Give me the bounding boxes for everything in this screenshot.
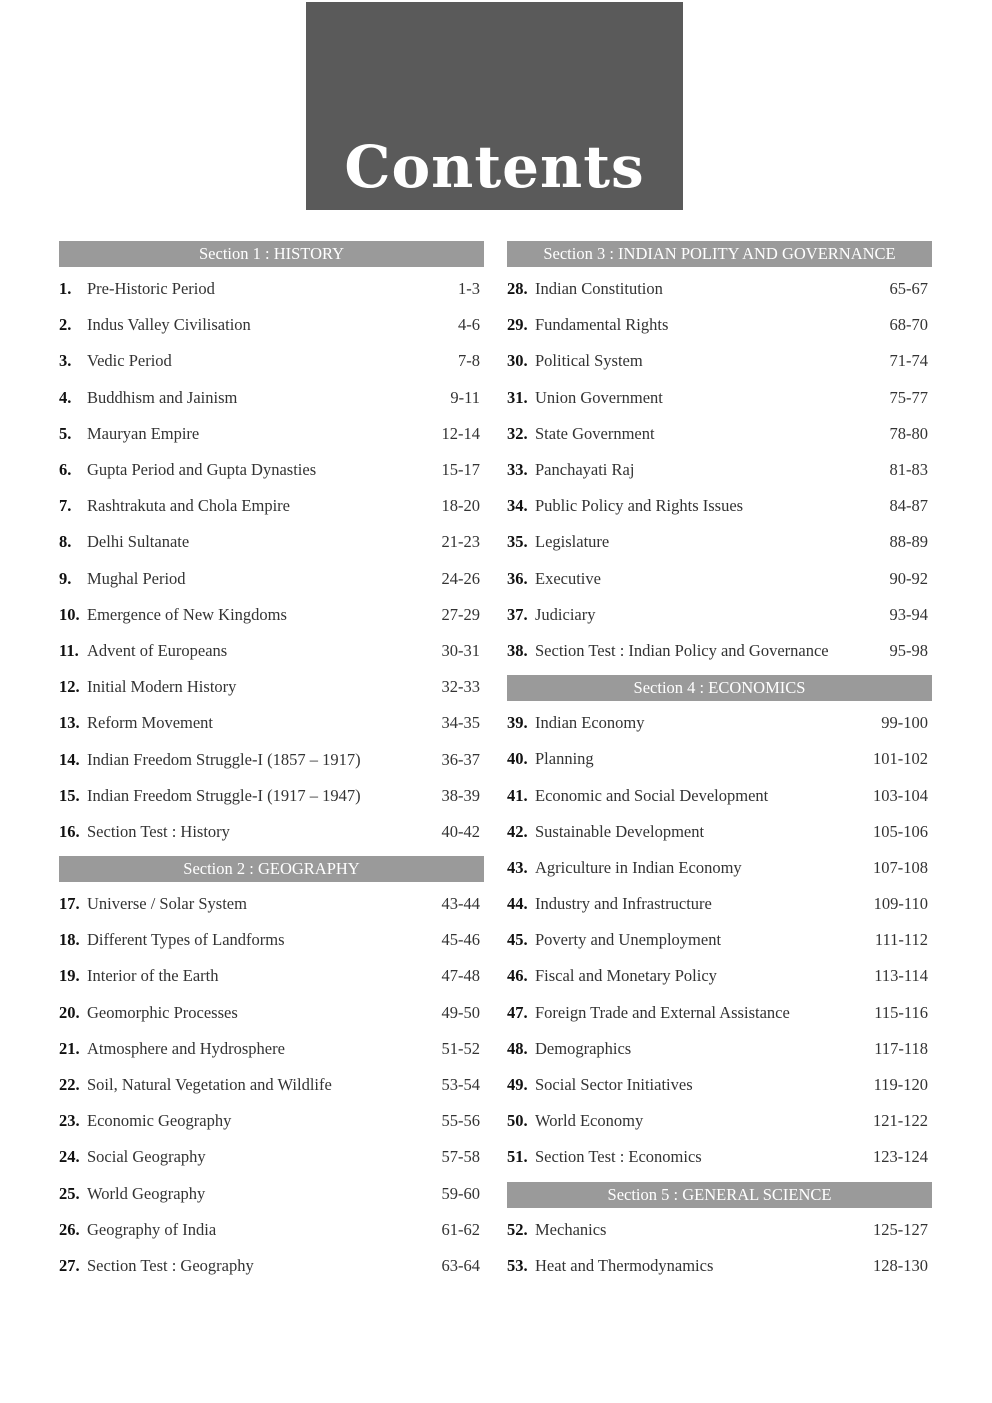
- section-header: Section 3 : INDIAN POLITY AND GOVERNANCE: [507, 241, 932, 267]
- entry-number: 51.: [507, 1147, 528, 1167]
- entry-pages: 15-17: [441, 460, 480, 480]
- entry-pages: 65-67: [889, 279, 928, 299]
- entry-number: 1.: [59, 279, 72, 299]
- toc-entry: [507, 777, 932, 813]
- entry-title: Geomorphic Processes: [87, 1002, 238, 1022]
- entry-title: Union Government: [535, 387, 663, 407]
- toc-entry: [507, 1031, 932, 1067]
- entry-pages: 55-56: [441, 1111, 480, 1131]
- toc-entry: [59, 271, 484, 307]
- entry-number: 10.: [59, 604, 80, 624]
- entry-title: State Government: [535, 423, 655, 443]
- entry-number: 28.: [507, 279, 528, 299]
- entry-title: Indian Economy: [535, 713, 645, 733]
- entry-number: 37.: [507, 604, 528, 624]
- entry-title: Indian Freedom Struggle-I (1857 – 1917): [87, 749, 361, 769]
- entry-title: Economic and Social Development: [535, 785, 769, 805]
- entry-pages: 49-50: [441, 1002, 480, 1022]
- entry-title: Demographics: [535, 1038, 632, 1058]
- entry-title: Political System: [535, 351, 643, 371]
- entry-pages: 45-46: [441, 930, 480, 950]
- entry-number: 50.: [507, 1111, 528, 1131]
- entry-number: 4.: [59, 387, 72, 407]
- entry-title: Interior of the Earth: [87, 966, 219, 986]
- toc-column-left: [59, 241, 484, 1284]
- entry-pages: 40-42: [441, 821, 480, 841]
- entry-pages: 59-60: [441, 1183, 480, 1203]
- entry-title: World Geography: [87, 1183, 206, 1203]
- entry-number: 34.: [507, 496, 528, 516]
- toc-entry: [507, 597, 932, 633]
- toc-entry: [507, 922, 932, 958]
- entry-pages: 78-80: [889, 423, 928, 443]
- entry-pages: 53-54: [441, 1075, 480, 1095]
- entry-number: 33.: [507, 460, 528, 480]
- entry-number: 31.: [507, 387, 528, 407]
- toc-entry: [507, 488, 932, 524]
- toc-entry: [59, 307, 484, 343]
- entry-pages: 57-58: [441, 1147, 480, 1167]
- entry-pages: 47-48: [441, 966, 480, 986]
- entry-pages: 93-94: [889, 604, 928, 624]
- entry-number: 42.: [507, 821, 528, 841]
- contents-title-banner: [306, 2, 683, 210]
- toc-entry: [59, 1031, 484, 1067]
- section-header: Section 4 : ECONOMICS: [507, 675, 932, 701]
- entry-title: Indian Freedom Struggle-I (1917 – 1947): [87, 785, 361, 805]
- toc-entry: [59, 416, 484, 452]
- entry-title: Gupta Period and Gupta Dynasties: [87, 460, 317, 480]
- entry-pages: 1-3: [458, 279, 480, 299]
- toc-entry: [507, 958, 932, 994]
- entry-title: Mechanics: [535, 1219, 607, 1239]
- entry-pages: 103-104: [873, 785, 928, 805]
- entry-title: Advent of Europeans: [87, 640, 228, 660]
- entry-title: Industry and Infrastructure: [535, 894, 712, 914]
- entry-number: 21.: [59, 1038, 80, 1058]
- toc-entry: [507, 1103, 932, 1139]
- toc-entry: [507, 705, 932, 741]
- toc-entry: [59, 380, 484, 416]
- entry-title: Executive: [535, 568, 601, 588]
- entry-number: 26.: [59, 1219, 80, 1239]
- toc-entry: [507, 1212, 932, 1248]
- entry-number: 35.: [507, 532, 528, 552]
- toc-entry: [59, 741, 484, 777]
- toc-entry: [59, 524, 484, 560]
- entry-number: 18.: [59, 930, 80, 950]
- entry-pages: 99-100: [881, 713, 928, 733]
- toc-entry: [59, 1212, 484, 1248]
- entry-pages: 109-110: [873, 894, 928, 914]
- entry-pages: 88-89: [889, 532, 928, 552]
- entry-number: 11.: [59, 640, 79, 660]
- entry-title: Different Types of Landforms: [87, 930, 285, 950]
- entry-number: 3.: [59, 351, 72, 371]
- entry-pages: 36-37: [441, 749, 480, 769]
- entry-title: Universe / Solar System: [87, 894, 247, 914]
- entry-pages: 51-52: [441, 1038, 480, 1058]
- toc-entry: [59, 669, 484, 705]
- entry-number: 36.: [507, 568, 528, 588]
- toc-entry: [507, 741, 932, 777]
- entry-pages: 113-114: [874, 966, 928, 986]
- entry-title: Planning: [535, 749, 594, 769]
- entry-pages: 81-83: [889, 460, 928, 480]
- entry-pages: 27-29: [441, 604, 480, 624]
- toc-entry: [507, 343, 932, 379]
- toc-entry: [59, 778, 484, 814]
- toc-entry: [507, 416, 932, 452]
- entry-number: 9.: [59, 568, 72, 588]
- entry-pages: 123-124: [873, 1147, 928, 1167]
- entry-title: World Economy: [535, 1111, 644, 1131]
- entry-title: Atmosphere and Hydrosphere: [87, 1038, 285, 1058]
- toc-entry: [59, 1176, 484, 1212]
- entry-pages: 75-77: [889, 387, 928, 407]
- toc-entry: [507, 524, 932, 560]
- entry-number: 12.: [59, 677, 80, 697]
- entry-pages: 95-98: [889, 640, 928, 660]
- entry-number: 38.: [507, 640, 528, 660]
- toc-entry: [507, 814, 932, 850]
- entry-pages: 21-23: [441, 532, 480, 552]
- entry-number: 2.: [59, 315, 72, 335]
- entry-number: 45.: [507, 930, 528, 950]
- entry-pages: 61-62: [441, 1219, 480, 1239]
- entry-number: 47.: [507, 1002, 528, 1022]
- toc-entry: [507, 633, 932, 669]
- entry-title: Buddhism and Jainism: [87, 387, 238, 407]
- entry-pages: 4-6: [458, 315, 480, 335]
- entry-number: 16.: [59, 821, 80, 841]
- entry-pages: 115-116: [874, 1002, 928, 1022]
- entry-number: 8.: [59, 532, 72, 552]
- toc-entry: [507, 380, 932, 416]
- entry-pages: 111-112: [874, 930, 928, 950]
- toc-entry: [507, 561, 932, 597]
- entry-title: Foreign Trade and External Assistance: [535, 1002, 790, 1022]
- toc-entry: [59, 1067, 484, 1103]
- entry-title: Mauryan Empire: [87, 423, 200, 443]
- toc-entry: [59, 922, 484, 958]
- entry-title: Panchayati Raj: [535, 460, 635, 480]
- entry-number: 17.: [59, 894, 80, 914]
- toc-entry: [507, 452, 932, 488]
- entry-number: 48.: [507, 1038, 528, 1058]
- entry-pages: 43-44: [441, 894, 480, 914]
- entry-pages: 12-14: [441, 423, 480, 443]
- entry-title: Section Test : History: [87, 821, 230, 841]
- entry-number: 13.: [59, 713, 80, 733]
- toc-entry: [507, 995, 932, 1031]
- page-title: Contents: [344, 133, 645, 201]
- entry-number: 7.: [59, 496, 72, 516]
- entry-title: Section Test : Indian Policy and Governance: [535, 640, 829, 660]
- entry-pages: 84-87: [889, 496, 928, 516]
- entry-number: 24.: [59, 1147, 80, 1167]
- toc-entry: [59, 1103, 484, 1139]
- toc-entry: [507, 850, 932, 886]
- entry-title: Heat and Thermodynamics: [535, 1255, 714, 1275]
- entry-title: Sustainable Development: [535, 821, 705, 841]
- entry-number: 49.: [507, 1075, 528, 1095]
- toc-entry: [59, 343, 484, 379]
- entry-pages: 125-127: [873, 1219, 928, 1239]
- entry-pages: 32-33: [441, 677, 480, 697]
- entry-number: 5.: [59, 423, 72, 443]
- entry-title: Geography of India: [87, 1219, 217, 1239]
- entry-number: 41.: [507, 785, 528, 805]
- entry-number: 52.: [507, 1219, 528, 1239]
- section-header: Section 1 : HISTORY: [59, 241, 484, 267]
- entry-title: Emergence of New Kingdoms: [87, 604, 287, 624]
- toc-entry: [507, 1067, 932, 1103]
- entry-pages: 117-118: [874, 1038, 928, 1058]
- entry-title: Indus Valley Civilisation: [87, 315, 251, 335]
- entry-number: 43.: [507, 857, 528, 877]
- toc-entry: [507, 307, 932, 343]
- entry-pages: 7-8: [458, 351, 480, 371]
- toc-entry: [59, 488, 484, 524]
- entry-number: 25.: [59, 1183, 80, 1203]
- entry-title: Section Test : Economics: [535, 1147, 702, 1167]
- entry-pages: 34-35: [441, 713, 480, 733]
- entry-number: 22.: [59, 1075, 80, 1095]
- entry-pages: 121-122: [873, 1111, 928, 1131]
- entry-pages: 9-11: [450, 387, 480, 407]
- entry-title: Legislature: [535, 532, 610, 552]
- toc-entry: [59, 995, 484, 1031]
- entry-number: 20.: [59, 1002, 80, 1022]
- entry-title: Rashtrakuta and Chola Empire: [87, 496, 290, 516]
- toc-entry: [59, 958, 484, 994]
- entry-title: Social Sector Initiatives: [535, 1075, 693, 1095]
- entry-number: 39.: [507, 713, 528, 733]
- entry-title: Soil, Natural Vegetation and Wildlife: [87, 1075, 332, 1095]
- entry-pages: 24-26: [441, 568, 480, 588]
- entry-pages: 128-130: [873, 1255, 928, 1275]
- entry-number: 6.: [59, 460, 72, 480]
- entry-pages: 105-106: [873, 821, 928, 841]
- toc-entry: [59, 705, 484, 741]
- entry-pages: 68-70: [889, 315, 928, 335]
- toc-entry: [507, 1139, 932, 1175]
- toc-entry: [59, 1248, 484, 1284]
- toc-entry: [59, 561, 484, 597]
- entry-pages: 30-31: [441, 640, 480, 660]
- entry-number: 44.: [507, 894, 528, 914]
- entry-title: Agriculture in Indian Economy: [535, 857, 742, 877]
- entry-pages: 18-20: [441, 496, 480, 516]
- entry-title: Public Policy and Rights Issues: [535, 496, 744, 516]
- entry-number: 53.: [507, 1255, 528, 1275]
- section-header: Section 5 : GENERAL SCIENCE: [507, 1182, 932, 1208]
- toc-entry: [59, 886, 484, 922]
- entry-title: Fundamental Rights: [535, 315, 669, 335]
- toc-entry: [59, 1139, 484, 1175]
- entry-title: Reform Movement: [87, 713, 214, 733]
- entry-title: Economic Geography: [87, 1111, 232, 1131]
- entry-title: Vedic Period: [87, 351, 172, 371]
- toc-entry: [59, 452, 484, 488]
- entry-pages: 71-74: [889, 351, 928, 371]
- entry-title: Delhi Sultanate: [87, 532, 190, 552]
- toc-entry: [59, 814, 484, 850]
- entry-number: 30.: [507, 351, 528, 371]
- entry-number: 14.: [59, 749, 80, 769]
- entry-title: Indian Constitution: [535, 279, 663, 299]
- entry-number: 19.: [59, 966, 80, 986]
- entry-title: Poverty and Unemployment: [535, 930, 722, 950]
- entry-title: Social Geography: [87, 1147, 206, 1167]
- entry-pages: 63-64: [441, 1255, 480, 1275]
- entry-title: Fiscal and Monetary Policy: [535, 966, 717, 986]
- entry-pages: 38-39: [441, 785, 480, 805]
- entry-pages: 107-108: [873, 857, 928, 877]
- section-header: Section 2 : GEOGRAPHY: [59, 856, 484, 882]
- entry-number: 46.: [507, 966, 528, 986]
- entry-pages: 90-92: [889, 568, 928, 588]
- toc-entry: [507, 886, 932, 922]
- entry-title: Mughal Period: [87, 568, 186, 588]
- entry-pages: 119-120: [873, 1075, 928, 1095]
- entry-number: 32.: [507, 423, 528, 443]
- entry-number: 40.: [507, 749, 528, 769]
- entry-number: 29.: [507, 315, 528, 335]
- entry-title: Pre-Historic Period: [87, 279, 215, 299]
- entry-number: 27.: [59, 1255, 80, 1275]
- entry-title: Section Test : Geography: [87, 1255, 254, 1275]
- toc-column-right: [507, 241, 932, 1284]
- toc-entry: [59, 633, 484, 669]
- entry-number: 15.: [59, 785, 80, 805]
- toc-entry: [507, 271, 932, 307]
- entry-number: 23.: [59, 1111, 80, 1131]
- entry-title: Judiciary: [535, 604, 596, 624]
- entry-pages: 101-102: [873, 749, 928, 769]
- toc-entry: [59, 597, 484, 633]
- toc-entry: [507, 1248, 932, 1284]
- entry-title: Initial Modern History: [87, 677, 237, 697]
